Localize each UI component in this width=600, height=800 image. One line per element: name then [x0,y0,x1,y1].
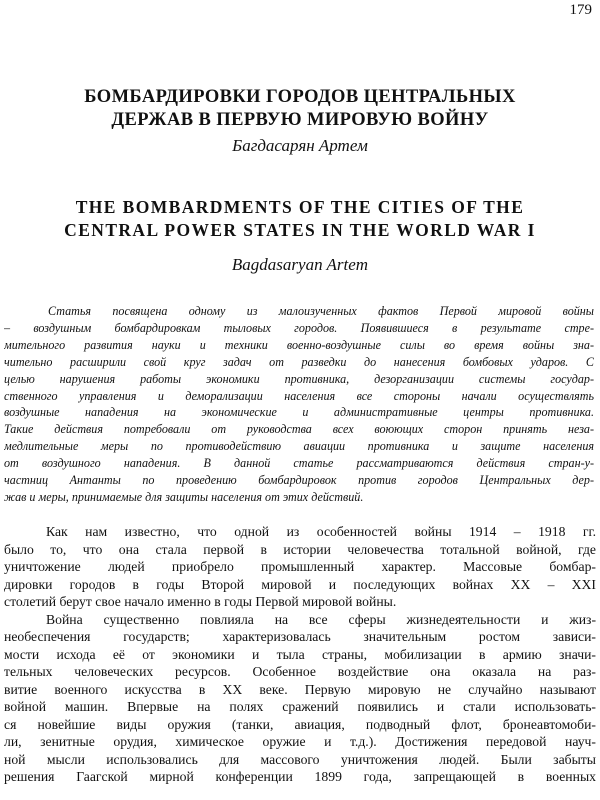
body-line: тельных человеческих ресурсов. Особенное воздействие она оказала на раз- [4,664,596,679]
abstract-line: целью нарушения работы экономики противника, дезорганизации системы государ- [4,371,594,386]
body-line: ся новейшие виды оружия (танки, авиация, подводный флот, бронеавтомоби- [4,716,596,732]
abstract-line: Такие действия потребовали от руководства всех воюющих сторон принять неза- [4,422,594,437]
body-line: решения Гаагской мирной конференции 1899 года, запрещающей в военных [4,769,596,784]
body-line: столетий берут свое начало именно в годы Первой мировой войны. [4,594,397,609]
author-english: Bagdasaryan Artem [231,255,369,274]
abstract-line: медлительные меры по противодействию авиации противника и защите населения [4,439,594,454]
body-line: Война существенно повлияла на все сферы жизнедеятельности и жиз- [46,611,596,627]
page-number: 179 [569,2,592,18]
abstract-line: от воздушного нападения. В данной статье рассматриваются действия стран-у- [4,456,594,471]
title-russian-line-2: ДЕРЖАВ В ПЕРВУЮ МИРОВУЮ ВОЙНУ [111,110,489,130]
title-english [0,196,600,242]
body-line: было то, что она стала первой в истории человечества тотальной войной, где [4,541,596,557]
title-english-line-2: CENTRAL POWER STATES IN THE WORLD WAR I [64,220,536,240]
body-line: уничтожение людей приобрело промышленный характер. Массовые бомбар- [4,559,596,574]
title-russian [0,86,600,132]
title-english-line-1: THE BOMBARDMENTS OF THE CITIES OF THE [75,197,525,217]
body-line: ли, зенитные орудия, химическое оружие и т.д.). Достижения передовой науч- [4,734,596,749]
body-line: необеспечения государств; характеризовалась значительным ростом зависи- [4,629,596,644]
abstract-line: жав и меры, принимаемые для защиты населения от этих действий. [4,489,364,504]
abstract-line: ственного управления и деморализации населения все стороны начали осуществлять [4,388,594,403]
author-russian: Багдасарян Артем [232,136,368,155]
title-russian-line-1: БОМБАРДИРОВКИ ГОРОДОВ ЦЕНТРАЛЬНЫХ [84,87,516,107]
body-line: витие военного искусства в XX веке. Первую мировую не случайно называют [4,681,596,697]
body-line: войной машин. Впервые на полях сражений появились и стали использовать- [4,699,596,714]
body-text [4,523,596,786]
abstract [4,303,594,506]
abstract-line: – воздушным бомбардировкам тыловых городов. Появившиеся в результате стре- [4,320,594,335]
body-line: Как нам известно, что одной из особенностей войны 1914 – 1918 гг. [46,524,596,539]
body-line: ной мысли использовались для массового уничтожения людей. Были забыты [4,751,596,767]
abstract-line: мительного развития науки и техники военно-воздушные силы во время войны зна- [4,337,594,352]
abstract-line: чительно расширили свой круг задач от разведки до нанесения бомбовых ударов. С [4,354,594,369]
abstract-line: воздушные нападения на экономические и административные центры противника. [4,405,594,420]
body-line: мости исхода её от экономики и тыла страны, мобилизации в армию значи- [4,646,596,662]
body-line: дировки городов в годы Второй мировой и последующих войнах XX – XXI [4,576,596,592]
abstract-line: Статья посвящена одному из малоизученных фактов Первой мировой войны [48,304,594,318]
abstract-line: частниц Антанты по проведению бомбардировок против городов Центральных дер- [4,473,594,488]
